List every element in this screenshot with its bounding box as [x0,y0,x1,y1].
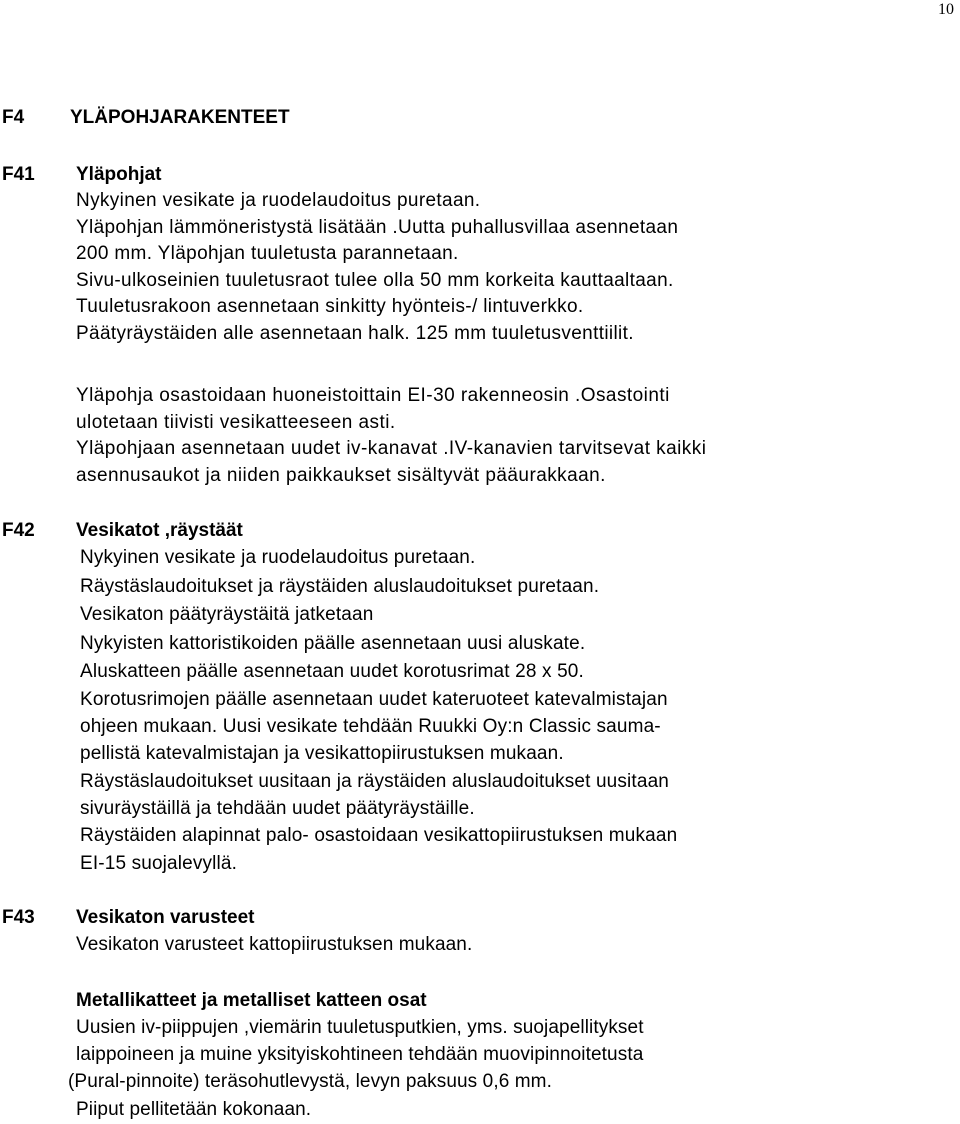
f43-line: Vesikaton varusteet kattopiirustuksen mukaan. [76,934,473,955]
f42-line: pellistä katevalmistajan ja vesikattopiirustuksen mukaan. [80,743,564,764]
f41-para2-line: asennusaukot ja niiden paikkaukset sisältyvät pääurakkaan. [76,465,606,486]
f42-code: F42 [2,520,35,541]
f43-subheading: Metallikatteet ja metalliset katteen osat [76,990,427,1011]
f43-sub-line: Piiput pellitetään kokonaan. [76,1099,312,1120]
f41-code: F41 [2,164,35,185]
f43-sub-line: laippoineen ja muine yksityiskohtineen tehdään muovipinnoitetusta [76,1044,644,1065]
f41-para1-line: Yläpohjan lämmöneristystä lisätään .Uutta puhallusvillaa asennetaan [76,217,679,238]
f42-line: Korotusrimojen päälle asennetaan uudet kateruoteet katevalmistajan [80,689,668,710]
f42-line: Räystäiden alapinnat palo- osastoidaan vesikattopiirustuksen mukaan [80,825,678,846]
f41-para1-line: Päätyräystäiden alle asennetaan halk. 125 mm tuuletusventtiilit. [76,323,634,344]
f41-para1-line: Nykyinen vesikate ja ruodelaudoitus puretaan. [76,190,481,211]
f43-code: F43 [2,907,35,928]
page-number: 10 [938,1,954,18]
f42-line: Aluskatteen päälle asennetaan uudet korotusrimat 28 x 50. [80,661,584,682]
f42-line: sivuräystäillä ja tehdään uudet päätyräystäille. [80,798,475,819]
f41-para2-line: Yläpohjaan asennetaan uudet iv-kanavat .IV-kanavien tarvitsevat kaikki [76,438,707,459]
f41-para1-line: 200 mm. Yläpohjan tuuletusta parannetaan. [76,243,459,264]
f42-line: Vesikaton päätyräystäitä jatketaan [80,604,374,625]
f41-heading: Yläpohjat [76,164,162,185]
f43-sub-line: Uusien iv-piippujen ,viemärin tuuletusputkien, yms. suojapellitykset [76,1017,644,1038]
f42-line: Nykyisten kattoristikoiden päälle asennetaan uusi aluskate. [80,633,586,654]
f43-sub-line: (Pural-pinnoite) teräsohutlevystä, levyn paksuus 0,6 mm. [68,1071,552,1092]
f42-line: Räystäslaudoitukset ja räystäiden aluslaudoitukset puretaan. [80,576,600,597]
f42-line: ohjeen mukaan. Uusi vesikate tehdään Ruukki Oy:n Classic sauma- [80,716,661,737]
f42-line: Nykyinen vesikate ja ruodelaudoitus puretaan. [80,547,476,568]
section-code: F4 [2,107,25,128]
f41-para1-line: Sivu-ulkoseinien tuuletusraot tulee olla 50 mm korkeita kauttaaltaan. [76,270,674,291]
f41-para2-line: ulotetaan tiivisti vesikatteeseen asti. [76,412,396,433]
section-title: YLÄPOHJARAKENTEET [70,107,290,128]
f42-heading: Vesikatot ,räystäät [76,520,243,541]
f42-line: Räystäslaudoitukset uusitaan ja räystäiden aluslaudoitukset uusitaan [80,771,670,792]
f41-para2-line: Yläpohja osastoidaan huoneistoittain EI-30 rakenneosin .Osastointi [76,385,670,406]
f43-heading: Vesikaton varusteet [76,907,255,928]
f41-para1-line: Tuuletusrakoon asennetaan sinkitty hyönteis-/ lintuverkko. [76,296,584,317]
f42-line: EI-15 suojalevyllä. [80,853,238,874]
